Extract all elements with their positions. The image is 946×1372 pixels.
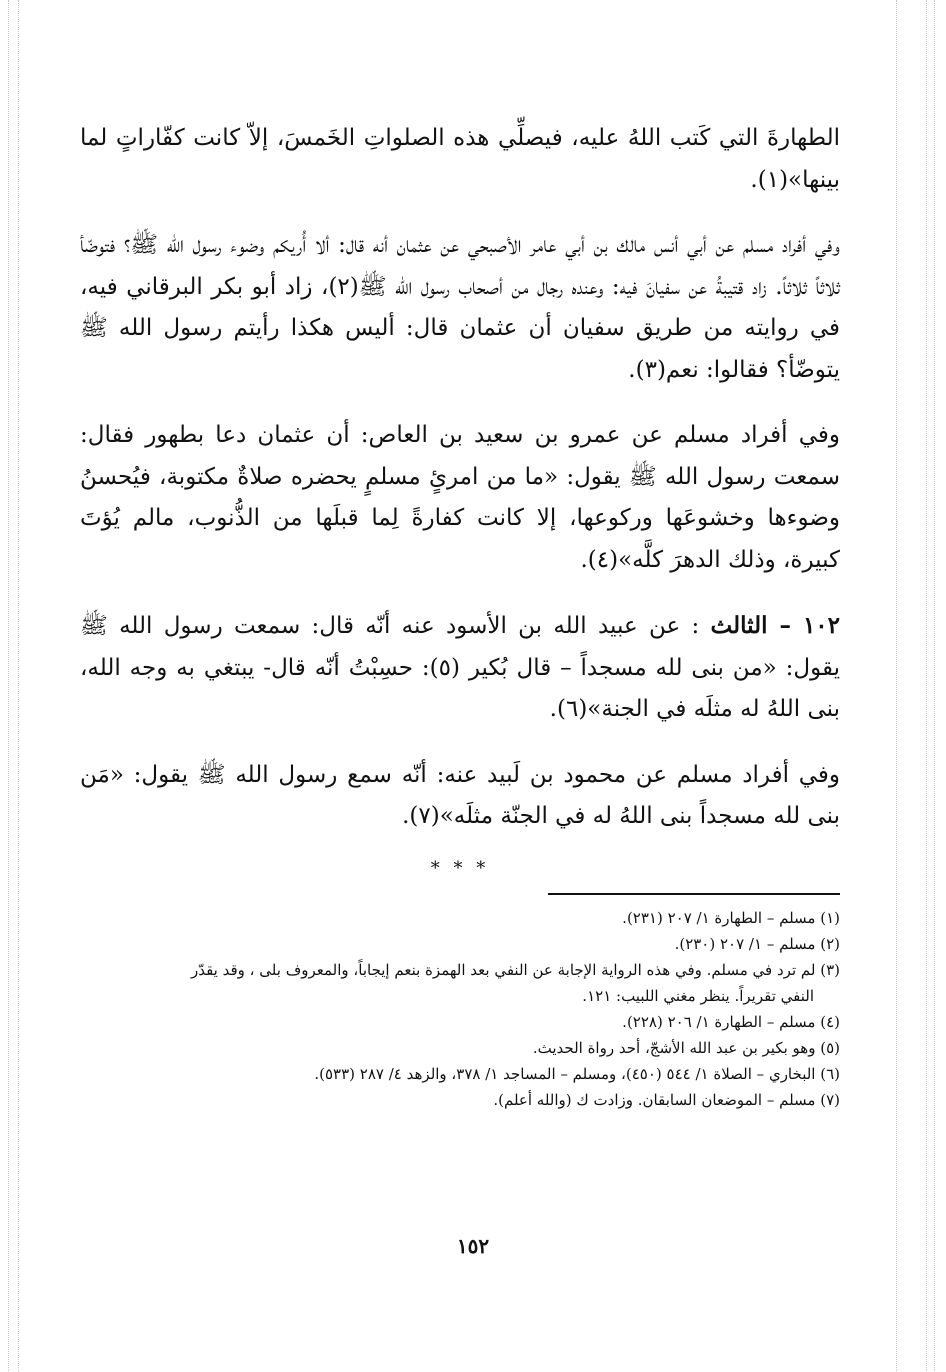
footnote-rule (548, 893, 840, 895)
hadith-text: : عن عبيد الله بن الأسود عنه أنّه قال: سمعت رسول الله ﷺ يقول: «من بنى لله مسجداً – قال بُكير (٥): حسِبْتُ أنّه قال- يبتغي به وجه الله، بنى اللهُ له مثلَه في الجنة»(٦). (80, 613, 840, 722)
footnote-continuation: النفي تقريراً. ينظر مغني اللبيب: ١٢١. (582, 986, 814, 1005)
hadith-paragraph (80, 605, 840, 731)
paragraph: وفي أفراد مسلم عن محمود بن لَبيد عنه: أنّه سمع رسول الله ﷺ يقول: «مَن بنى لله مسجداً بنى اللهُ له في الجنّة مثلَه»(٧). (80, 761, 840, 829)
scan-margin-line (926, 0, 927, 1372)
footnote: (٦) البخاري – الصلاة ١/ ٥٤٤ (٤٥٠)، ومسلم – المساجد ١/ ٣٧٨، والزهد ٤/ ٢٨٧ (٥٣٣). (314, 1064, 840, 1083)
footnotes (80, 905, 840, 1113)
paragraph: الطهارةَ التي كَتب اللهُ عليه، فيصلِّي هذه الصلواتِ الخَمسَ، إلاّ كانت كفّاراتٍ لما بينها»(١). (80, 125, 840, 193)
paragraph: وفي أفراد مسلم عن عمرو بن سعيد بن العاص: أن عثمان دعا بطهور فقال: سمعت رسول الله ﷺ يقول: «ما من امرئٍ مسلمٍ يحضره صلاةٌ مكتوبة، فيُحسنُ وضوءها وخشوعَها وركوعها، إلا كانت كفارةً لِما قبلَها من الذُّنوب، مالم يُؤتَ كبيرة، وذلك الدهرَ كلَّه»(٤). (80, 422, 840, 573)
scan-margin-line (896, 0, 897, 1372)
scan-margin-line (8, 0, 9, 1372)
page-number: ١٥٢ (456, 1234, 490, 1258)
section-separator: * * * (430, 857, 490, 879)
footnote: (١) مسلم – الطهارة ١/ ٢٠٧ (٢٣١). (622, 908, 840, 927)
footnote: (٣) لم ترد في مسلم. وفي هذه الرواية الإجابة عن النفي بعد الهمزة بنعم إيجاباً، والمعروف بلى ، وقد يقدّر (190, 960, 840, 979)
hadith-number: ١٠٢ – الثالث (710, 612, 841, 639)
scan-margin-line (934, 0, 935, 1372)
footnote: (٢) مسلم – ١/ ٢٠٧ (٢٣٠). (674, 934, 840, 953)
paragraph: وفي أفراد مسلم عن أبي أنس مالك بن أبي عامر الأصبحي عن عثمان أنه قال: ألا أُريكم وضوء رسول الله ﷺ؟ فتوضّأ ثلاثاً ثلاثاً. زاد قتيبةُ عن سفيانَ فيه: وعنده رجال من أصحاب رسول الله ﷺ(٢)، زاد أبو بكر البرقاني فيه، في روايته من طريق سفيان أن عثمان قال: أليس هكذا رأيتم رسول الله ﷺ يتوضّأ؟ فقالوا: نعم(٣). (80, 232, 840, 383)
footnote: (٧) مسلم – الموضعان السابقان. وزادت ك (والله أعلم). (493, 1090, 840, 1109)
book-page (80, 118, 840, 1113)
footnote: (٤) مسلم – الطهارة ١/ ٢٠٦ (٢٢٨). (622, 1012, 840, 1031)
scan-margin-line (18, 0, 19, 1372)
footnote: (٥) وهو بكير بن عبد الله الأشجّ، أحد رواة الحديث. (532, 1038, 840, 1057)
